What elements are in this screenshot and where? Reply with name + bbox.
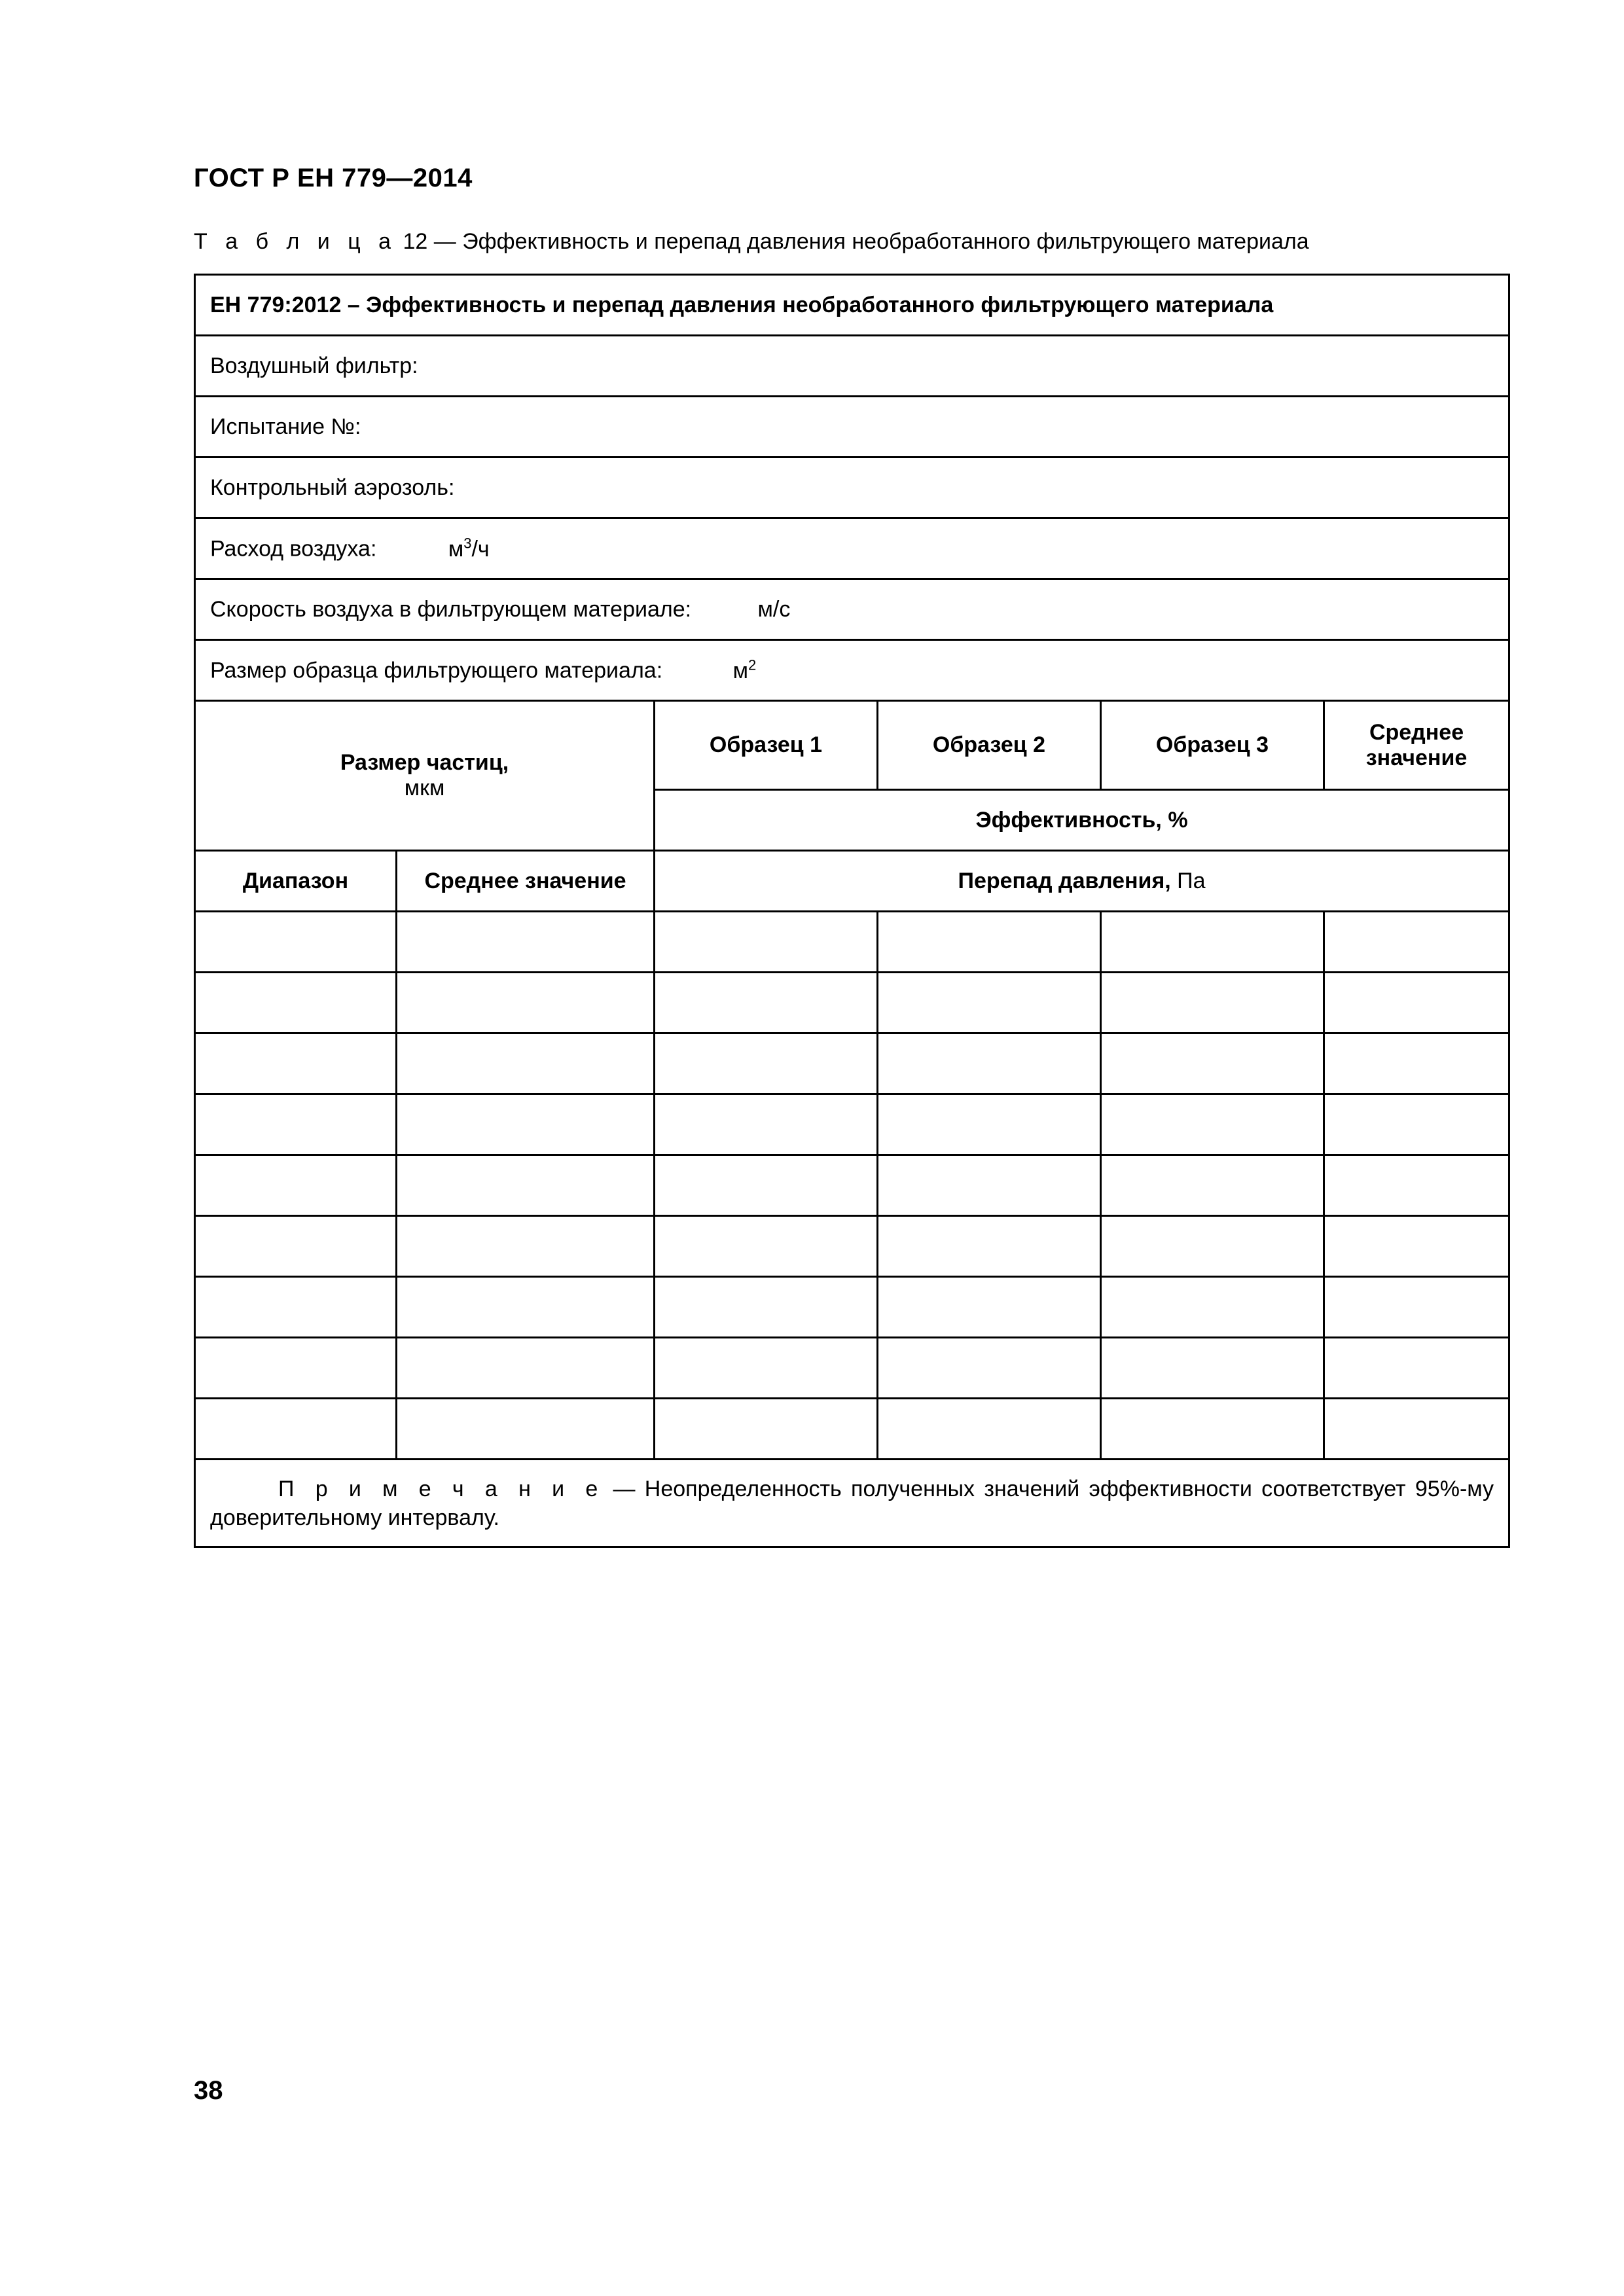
table-cell (878, 1216, 1101, 1277)
table-caption (194, 229, 1309, 255)
header-average: Среднее значение (1324, 701, 1509, 790)
table-cell (195, 1399, 397, 1460)
sample-size-unit: $м^2$ (732, 656, 757, 683)
sample-size-label: Размер образца фильтрующего материала: (210, 658, 663, 683)
header-efficiency: Эффективность, % (655, 790, 1509, 851)
table-cell (878, 1094, 1101, 1155)
table-cell (1101, 1033, 1324, 1094)
table-cell (1101, 1094, 1324, 1155)
table-cell (397, 1155, 655, 1216)
table-cell (1101, 1338, 1324, 1399)
table-cell (1101, 912, 1324, 973)
table-note (195, 1460, 1509, 1547)
table-cell (195, 1094, 397, 1155)
table-cell (397, 973, 655, 1033)
table-cell (195, 973, 397, 1033)
table-cell (1324, 1033, 1509, 1094)
table-cell (195, 1216, 397, 1277)
table-cell (1324, 973, 1509, 1033)
table-row (195, 1338, 1509, 1399)
table-cell (1324, 1338, 1509, 1399)
table-cell (1324, 1216, 1509, 1277)
table-row (195, 1277, 1509, 1338)
table-cell (397, 1033, 655, 1094)
table-row (195, 912, 1509, 973)
table-cell (878, 1155, 1101, 1216)
table-row (195, 1155, 1509, 1216)
table-cell (1101, 973, 1324, 1033)
header-particle-size: Размер частиц, мкм (195, 701, 655, 851)
table-cell (397, 1094, 655, 1155)
table-cell (878, 1277, 1101, 1338)
table-cell (1324, 912, 1509, 973)
table-cell (397, 1277, 655, 1338)
table-cell (195, 1277, 397, 1338)
table-cell (655, 1338, 878, 1399)
table-cell (195, 912, 397, 973)
field-air-flow (195, 518, 1509, 579)
table-cell (655, 1033, 878, 1094)
table-row (195, 1094, 1509, 1155)
table-row (195, 1033, 1509, 1094)
air-flow-unit: $м^3/ч$ (448, 535, 490, 562)
table-row (195, 1216, 1509, 1277)
table-cell (878, 912, 1101, 973)
air-flow-label: Расход воздуха: (210, 536, 377, 562)
table-cell (1324, 1094, 1509, 1155)
table-cell (655, 973, 878, 1033)
header-sample-1: Образец 1 (655, 701, 878, 790)
media-velocity-label: Скорость воздуха в фильтрующем материале: (210, 596, 692, 622)
table-cell (878, 1338, 1101, 1399)
table-cell (397, 1338, 655, 1399)
data-rows (195, 912, 1509, 1460)
note-text: — Неопределенность полученных значений эффективности соответствует 95%-му доверительному интервалу. (210, 1476, 1494, 1530)
efficiency-pressure-table (194, 274, 1510, 1548)
document-standard-header: ГОСТ Р ЕН 779—2014 (194, 164, 473, 192)
table-cell (1324, 1399, 1509, 1460)
table-cell (878, 1033, 1101, 1094)
table-row (195, 973, 1509, 1033)
table-cell (655, 912, 878, 973)
media-velocity-unit: м/с (757, 596, 791, 622)
table-cell (1101, 1399, 1324, 1460)
table-cell (195, 1033, 397, 1094)
table-caption-label: Т а б л и ц а (194, 229, 397, 254)
field-test-number: Испытание №: (195, 397, 1509, 457)
table-cell (195, 1155, 397, 1216)
table-cell (655, 1399, 878, 1460)
field-media-velocity (195, 579, 1509, 640)
table-cell (1324, 1277, 1509, 1338)
header-pressure-drop: Перепад давления, Па (655, 851, 1509, 912)
table-cell (878, 973, 1101, 1033)
table-cell (1101, 1155, 1324, 1216)
header-range: Диапазон (195, 851, 397, 912)
page-number: 38 (194, 2076, 223, 2105)
note-label: П р и м е ч а н и е (278, 1476, 604, 1501)
header-sample-2: Образец 2 (878, 701, 1101, 790)
table-cell (397, 1216, 655, 1277)
header-sample-3: Образец 3 (1101, 701, 1324, 790)
table-cell (397, 912, 655, 973)
table-cell (1101, 1277, 1324, 1338)
table-cell (397, 1399, 655, 1460)
form-table-wrapper (194, 274, 1508, 1548)
table-cell (1101, 1216, 1324, 1277)
field-sample-size (195, 640, 1509, 701)
table-caption-text: 12 — Эффективность и перепад давления необработанного фильтрующего материала (397, 229, 1309, 254)
table-cell (195, 1338, 397, 1399)
field-test-aerosol: Контрольный аэрозоль: (195, 457, 1509, 518)
table-title: ЕН 779:2012 – Эффективность и перепад давления необработанного фильтрующего материала (195, 275, 1509, 336)
table-cell (655, 1216, 878, 1277)
table-cell (655, 1277, 878, 1338)
table-cell (655, 1094, 878, 1155)
field-air-filter: Воздушный фильтр: (195, 336, 1509, 397)
table-cell (878, 1399, 1101, 1460)
header-mean-value: Среднее значение (397, 851, 655, 912)
table-row (195, 1399, 1509, 1460)
table-cell (655, 1155, 878, 1216)
table-cell (1324, 1155, 1509, 1216)
